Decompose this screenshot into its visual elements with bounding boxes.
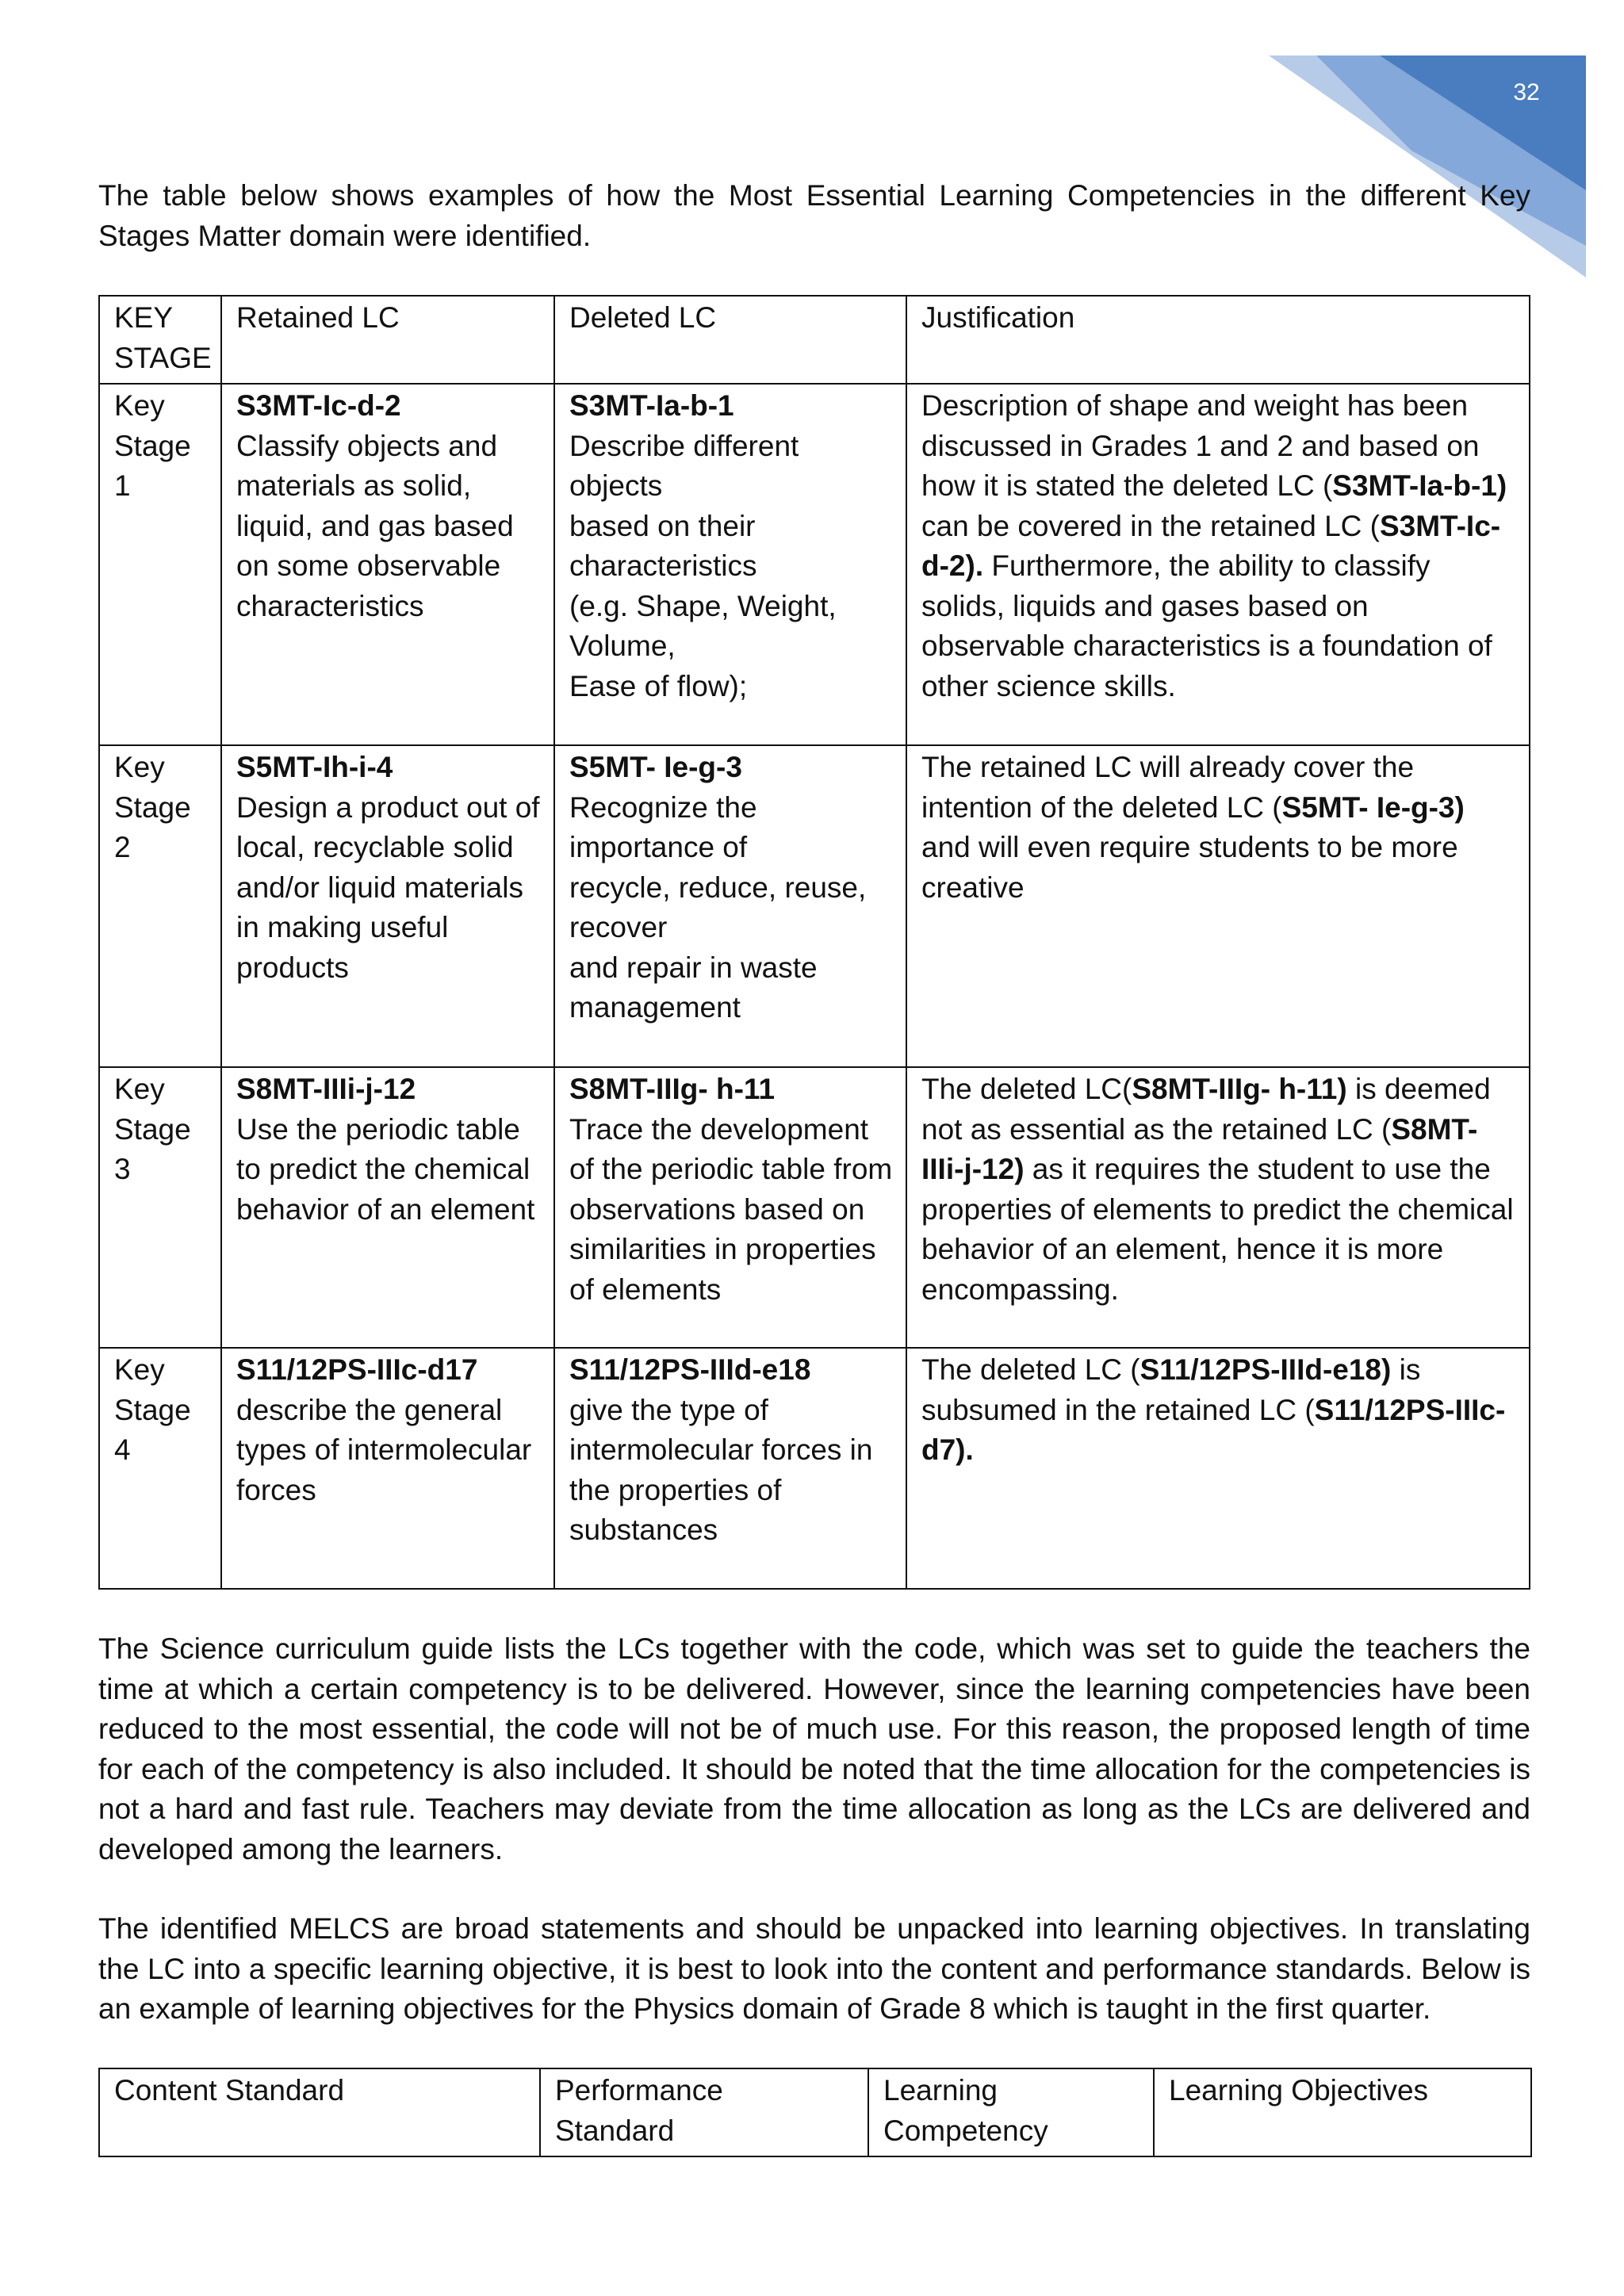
header-deleted-lc: Deleted LC — [554, 296, 906, 384]
retained-lc-text: describe the general types of intermolecular forces — [236, 1393, 532, 1506]
key-stage-cell: Key Stage 2 — [99, 745, 221, 1067]
table-row — [99, 1067, 1530, 1348]
key-stage-cell: Key Stage 1 — [99, 384, 221, 745]
retained-lc-code: S8MT-IIIi-j-12 — [236, 1073, 416, 1105]
justification-cell: The deleted LC (S11/12PS-IIId-e18) is subsumed in the retained LC (S11/12PS-IIIc-d7). — [906, 1348, 1530, 1589]
table-row — [99, 1348, 1530, 1589]
retained-lc-cell — [221, 1348, 554, 1589]
deleted-lc-cell — [554, 1348, 906, 1589]
retained-lc-text: Use the periodic table to predict the chemical behavior of an element — [236, 1112, 535, 1226]
deleted-lc-code: S11/12PS-IIId-e18 — [569, 1353, 811, 1386]
retained-lc-text: Classify objects and materials as solid, liquid, and gas based on some observable characteristics — [236, 429, 514, 622]
lc-examples-table — [98, 295, 1530, 1590]
header-retained-lc: Retained LC — [221, 296, 554, 384]
table-row — [99, 384, 1530, 745]
curriculum-guide-paragraph: The Science curriculum guide lists the LCs together with the code, which was set to guide the teachers the time at which a certain competency is to be delivered. However, since the learning competencies have been reduced to the most essential, the code will not be of much use. For this reason, the proposed length of time for each of the competency is also included. It should be noted that the time allocation for the competencies is not a hard and fast rule. Teachers may deviate from the time allocation as long as the LCs are delivered and developed among the learners. — [98, 1632, 1530, 1866]
retained-lc-cell — [221, 384, 554, 745]
justification-cell: The retained LC will already cover the intention of the deleted LC (S5MT- Ie-g-3) and will even require students to be more creative — [906, 745, 1530, 1067]
table-row — [99, 745, 1530, 1067]
header-learning-competency: Learning Competency — [868, 2068, 1154, 2156]
table-header-row — [99, 2068, 1531, 2156]
melcs-paragraph: The identified MELCS are broad statements and should be unpacked into learning objectives. In translating the LC into a specific learning objective, it is best to look into the content and performance standards. Below is an example of learning objectives for the Physics domain of Grade 8 which is taught in the first quarter. — [98, 1912, 1530, 2025]
header-key-stage: KEY STAGE — [99, 296, 221, 384]
header-justification: Justification — [906, 296, 1530, 384]
key-stage-cell: Key Stage 4 — [99, 1348, 221, 1589]
learning-objectives-table — [98, 2068, 1532, 2157]
retained-lc-cell — [221, 1067, 554, 1348]
header-content-standard: Content Standard — [99, 2068, 540, 2156]
deleted-lc-code: S5MT- Ie-g-3 — [569, 751, 742, 783]
header-learning-objectives: Learning Objectives — [1154, 2068, 1531, 2156]
deleted-lc-code: S8MT-IIIg- h-11 — [569, 1073, 776, 1105]
retained-lc-code: S11/12PS-IIIc-d17 — [236, 1353, 478, 1386]
table-header-row — [99, 296, 1530, 384]
page-number: 32 — [1513, 79, 1540, 105]
deleted-lc-code: S3MT-Ia-b-1 — [569, 389, 734, 422]
justification-cell: Description of shape and weight has been discussed in Grades 1 and 2 and based on how it is stated the deleted LC (S3MT-Ia-b-1) can be covered in the retained LC (S3MT-Ic-d-2). Furthermore, the ability to classify solids, liquids and gases based on observable characteristics is a foundation of other science skills. — [906, 384, 1530, 745]
deleted-lc-text: give the type of intermolecular forces in the properties of substances — [569, 1393, 873, 1546]
deleted-lc-text: Trace the development of the periodic table from observations based on similarities in properties of elements — [569, 1112, 893, 1306]
retained-lc-code: S5MT-Ih-i-4 — [236, 751, 393, 783]
intro-paragraph: The table below shows examples of how the Most Essential Learning Competencies in the different Key Stages Matter domain were identified. — [98, 179, 1530, 252]
retained-lc-text: Design a product out of local, recyclable solid and/or liquid materials in making useful products — [236, 790, 540, 984]
deleted-lc-cell: S3MT-Ia-b-1 Describe different objects based on their characteristics (e.g. Shape, Weight, Volume, Ease of flow); — [554, 384, 906, 745]
retained-lc-cell — [221, 745, 554, 1067]
deleted-lc-cell — [554, 1067, 906, 1348]
justification-cell: The deleted LC(S8MT-IIIg- h-11) is deemed not as essential as the retained LC (S8MT-IIIi-j-12) as it requires the student to use the properties of elements to predict the chemical behavior of an element, hence it is more encompassing. — [906, 1067, 1530, 1348]
key-stage-cell: Key Stage 3 — [99, 1067, 221, 1348]
retained-lc-code: S3MT-Ic-d-2 — [236, 389, 401, 422]
header-performance-standard: Performance Standard — [540, 2068, 868, 2156]
deleted-lc-cell: S5MT- Ie-g-3 Recognize the importance of recycle, reduce, reuse, recover and repair in waste management — [554, 745, 906, 1067]
